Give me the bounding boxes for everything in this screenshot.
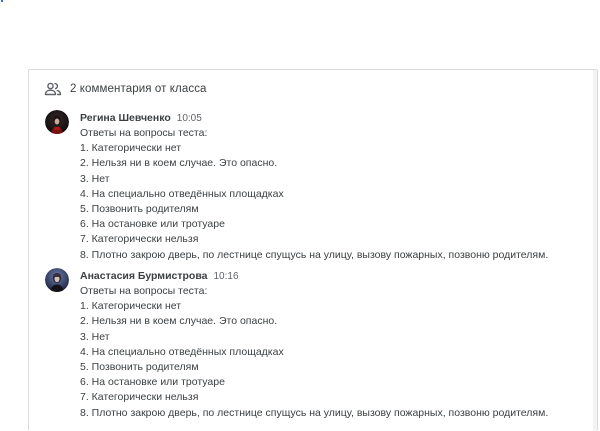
comment-line: 6. На остановке или тротуаре	[80, 376, 225, 389]
comment-author: Регина Шевченко	[80, 112, 171, 124]
avatar[interactable]	[45, 268, 69, 292]
comment-author: Анастасия Бурмистрова	[80, 270, 208, 282]
comment-line: 3. Нет	[80, 330, 110, 343]
comment-line: 2. Нельзя ни в коем случае. Это опасно.	[80, 157, 278, 170]
comment-meta	[80, 268, 239, 284]
corner-mark	[1, 0, 3, 2]
comment-line: 4. На специально отведённых площадках	[80, 345, 284, 358]
people-icon	[44, 82, 62, 96]
comment-meta	[80, 110, 202, 126]
avatar[interactable]	[45, 110, 69, 134]
comment-line: 3. Нет	[80, 172, 110, 185]
comments-count-label: 2 комментария от класса	[70, 83, 207, 95]
comment-line: 7. Категорически нельзя	[80, 233, 199, 246]
class-comments-header[interactable]	[44, 79, 207, 99]
comment-line: 7. Категорически нельзя	[80, 391, 199, 404]
comment-text	[80, 284, 590, 421]
comment-line: 2. Нельзя ни в коем случае. Это опасно.	[80, 315, 278, 328]
comment-line: 5. Позвонить родителям	[80, 202, 199, 215]
scrollbar[interactable]	[593, 70, 597, 431]
comment-line: 1. Категорически нет	[80, 142, 182, 155]
comment-line: 8. Плотно закрою дверь, по лестнице спущусь на улицу, вызову пожарных, позвоню родителям.	[80, 248, 549, 261]
comment-line: 4. На специально отведённых площадках	[80, 187, 284, 200]
comment-text	[80, 126, 590, 263]
comment-line: 8. Плотно закрою дверь, по лестнице спущусь на улицу, вызову пожарных, позвоню родителям.	[80, 406, 549, 419]
comment-time: 10:05	[176, 113, 202, 124]
comments-card	[28, 69, 598, 430]
comment-line: 5. Позвонить родителям	[80, 360, 199, 373]
comment-line: 1. Категорически нет	[80, 300, 182, 313]
comment-line: Ответы на вопросы теста:	[80, 285, 208, 297]
comment-time: 10:16	[213, 271, 239, 282]
comment-line: 6. На остановке или тротуаре	[80, 218, 225, 231]
comment-line: Ответы на вопросы теста:	[80, 127, 208, 139]
